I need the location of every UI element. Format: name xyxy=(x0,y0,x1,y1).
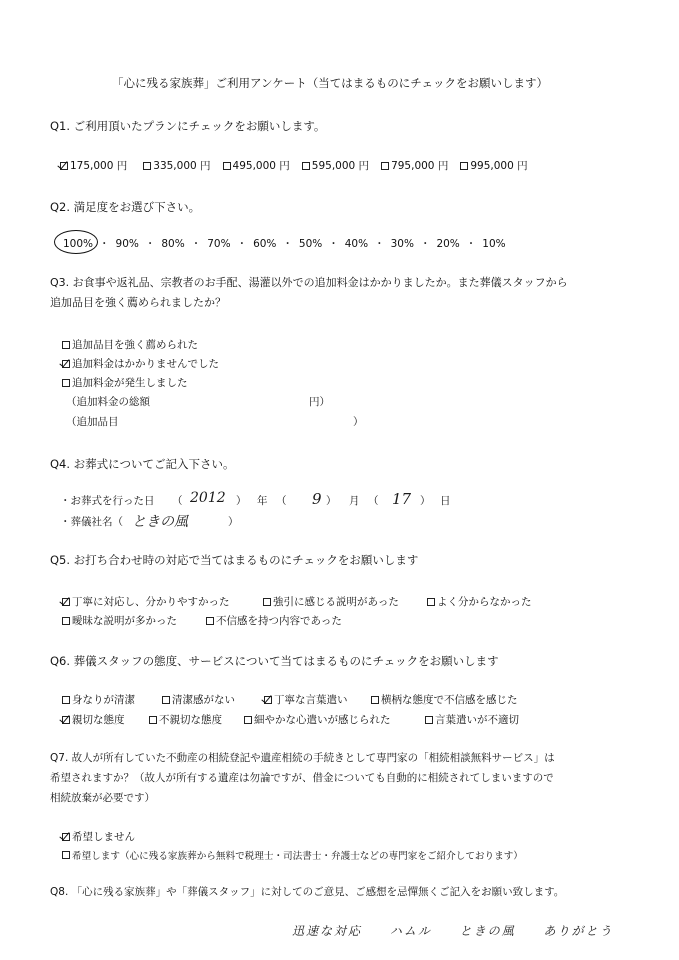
checkbox-checked-icon[interactable] xyxy=(62,598,70,606)
checkbox-checked-icon[interactable] xyxy=(62,716,70,724)
funeral-day-value[interactable]: 17 xyxy=(392,490,412,508)
q6-option[interactable]: 清潔感がない xyxy=(162,692,235,707)
q3-option[interactable]: 追加料金が発生しました xyxy=(62,375,188,390)
q3-option[interactable]: 追加料金はかかりませんでした xyxy=(62,356,219,371)
extra-fee-total-label: （追加料金の総額 xyxy=(66,396,150,408)
funeral-year-value[interactable]: 2012 xyxy=(190,490,226,506)
checkbox-icon[interactable] xyxy=(244,716,252,724)
checkbox-checked-icon[interactable] xyxy=(62,833,70,841)
q8-handwritten-answer[interactable]: 迅速な対応 ハムル ときの風 ありがとう xyxy=(292,924,614,938)
funeral-month-value[interactable]: 9 xyxy=(312,490,322,508)
satisfaction-option[interactable]: 40% xyxy=(344,237,369,250)
checkbox-icon[interactable] xyxy=(162,696,170,704)
q6-label: Q6. 葬儀スタッフの態度、サービスについて当てはまるものにチェックをお願いします xyxy=(50,654,499,668)
checkbox-icon[interactable] xyxy=(460,162,468,170)
q6-option[interactable]: 不親切な態度 xyxy=(149,712,222,727)
plan-option[interactable]: 995,000 円 xyxy=(460,158,527,173)
q5-option[interactable]: 曖昧な説明が多かった xyxy=(62,613,177,628)
checkbox-icon[interactable] xyxy=(206,617,214,625)
q5-option[interactable]: よく分からなかった xyxy=(427,594,532,609)
satisfaction-option-selected[interactable]: 100% xyxy=(63,237,94,250)
q4-label: Q4. お葬式についてご記入下さい。 xyxy=(50,457,235,471)
checkbox-icon[interactable] xyxy=(381,162,389,170)
checkbox-icon[interactable] xyxy=(62,379,70,387)
satisfaction-option[interactable]: 30% xyxy=(390,237,414,250)
checkbox-checked-icon[interactable] xyxy=(60,162,68,170)
checkbox-icon[interactable] xyxy=(223,162,231,170)
plan-option[interactable]: 175,000 円 xyxy=(60,158,127,173)
checkbox-icon[interactable] xyxy=(427,598,435,606)
plan-option[interactable]: 795,000 円 xyxy=(381,158,448,173)
funeral-date-label: ・お葬式を行った日 xyxy=(60,495,155,507)
q5-option[interactable]: 丁寧に対応し、分かりやすかった xyxy=(62,594,230,609)
satisfaction-option[interactable]: 10% xyxy=(482,237,506,250)
year-unit: 年 xyxy=(257,495,268,507)
q7-label-line1: Q7. 故人が所有していた不動産の相続登記や遺産相続の手続きとして専門家の「相続相談無料サービス」は xyxy=(50,752,555,764)
checkbox-checked-icon[interactable] xyxy=(62,360,70,368)
q6-option[interactable]: 丁寧な言葉遣い xyxy=(264,692,348,707)
checkbox-icon[interactable] xyxy=(149,716,157,724)
month-unit: 月 xyxy=(349,495,360,507)
q6-option[interactable]: 身なりが清潔 xyxy=(62,692,135,707)
q2-label: Q2. 満足度をお選び下さい。 xyxy=(50,200,201,214)
checkbox-icon[interactable] xyxy=(425,716,433,724)
q2-options: 100% ・ 90% ・ 80% ・ 70% ・ 60% ・ 50% ・ 40% ・ 30% ・ 20% ・ 10% xyxy=(63,237,506,250)
checkbox-icon[interactable] xyxy=(263,598,271,606)
q5-label: Q5. お打ち合わせ時の対応で当てはまるものにチェックをお願いします xyxy=(50,553,419,567)
extra-items-suffix: ） xyxy=(353,416,364,428)
funeral-company-value[interactable]: ときの風 xyxy=(132,514,188,530)
q6-option[interactable]: 親切な態度 xyxy=(62,712,125,727)
extra-items-label: （追加品目 xyxy=(66,416,119,428)
plan-option[interactable]: 595,000 円 xyxy=(302,158,369,173)
satisfaction-option[interactable]: 90% xyxy=(115,237,139,250)
satisfaction-option[interactable]: 70% xyxy=(207,237,231,250)
checkbox-icon[interactable] xyxy=(143,162,151,170)
q5-option[interactable]: 強引に感じる説明があった xyxy=(263,594,399,609)
plan-option[interactable]: 495,000 円 xyxy=(223,158,290,173)
plan-option[interactable]: 335,000 円 xyxy=(143,158,210,173)
satisfaction-option[interactable]: 50% xyxy=(298,237,323,250)
satisfaction-option[interactable]: 20% xyxy=(436,237,460,250)
q3-label-line2: 追加品目を強く薦められましたか？ xyxy=(50,296,226,309)
q7-label-line2: 希望されますか？（故人が所有する遺産は勿論ですが、借金についても自動的に相続されてしまいますので xyxy=(50,772,554,784)
checkbox-icon[interactable] xyxy=(302,162,310,170)
checkbox-icon[interactable] xyxy=(62,341,70,349)
q1-options xyxy=(60,158,528,173)
q1-label: Q1. ご利用頂いたプランにチェックをお願いします。 xyxy=(50,119,326,133)
q6-option[interactable]: 言葉遣いが不適切 xyxy=(425,712,519,727)
checkbox-icon[interactable] xyxy=(62,617,70,625)
day-unit: 日 xyxy=(440,495,451,507)
page-title: 「心に残る家族葬」ご利用アンケート（当てはまるものにチェックをお願いします） xyxy=(112,76,548,90)
q6-option[interactable]: 細やかな心遣いが感じられた xyxy=(244,712,391,727)
q3-label-line1: Q3. お食事や返礼品、宗教者のお手配、湯灌以外での追加料金はかかりましたか。また葬儀スタッフから xyxy=(50,276,568,289)
extra-fee-total-suffix: 円） xyxy=(309,396,330,408)
q5-option[interactable]: 不信感を持つ内容であった xyxy=(206,613,342,628)
satisfaction-option[interactable]: 80% xyxy=(161,237,185,250)
checkbox-icon[interactable] xyxy=(371,696,379,704)
checkbox-icon[interactable] xyxy=(62,696,70,704)
checkbox-icon[interactable] xyxy=(62,851,70,859)
funeral-company-label: ・葬儀社名（ xyxy=(60,516,123,528)
q8-label: Q8. 「心に残る家族葬」や「葬儀スタッフ」に対してのご意見、ご感想を忌憚無くご記入をお願い致します。 xyxy=(50,886,565,898)
q6-option[interactable]: 横柄な態度で不信感を感じた xyxy=(371,692,518,707)
q7-label-line3: 相続放棄が必要です） xyxy=(50,792,155,804)
checkbox-checked-icon[interactable] xyxy=(264,696,272,704)
q7-option[interactable]: 希望します（心に残る家族葬から無料で税理士・司法書士・弁護士などの専門家をご紹介しております） xyxy=(62,848,523,862)
satisfaction-option[interactable]: 60% xyxy=(253,237,277,250)
q7-option[interactable]: 希望しません xyxy=(62,829,135,844)
q3-option[interactable]: 追加品目を強く薦められた xyxy=(62,337,198,352)
